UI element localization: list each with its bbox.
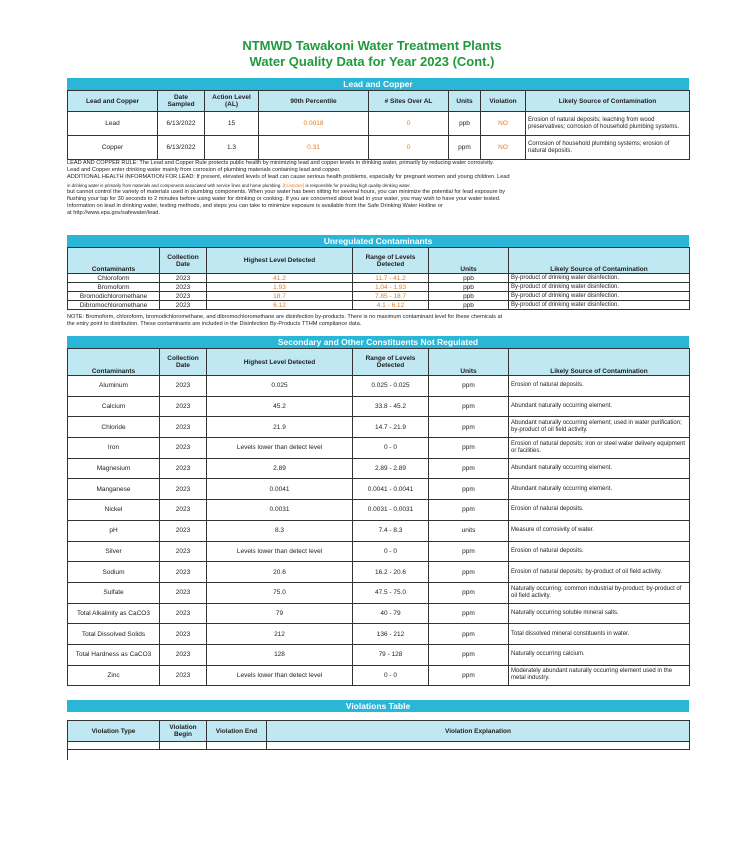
col-date-sampled: Date Sampled — [158, 91, 205, 112]
cell: 1.3 — [205, 136, 259, 160]
secondary-banner: Secondary and Other Constituents Not Regulated — [67, 336, 689, 348]
cell: 0.0031 - 0.0031 — [353, 500, 429, 521]
cell: units — [429, 520, 509, 541]
cell: ppb — [429, 274, 509, 283]
col-source: Likely Source of Contamination — [526, 91, 690, 112]
note-line: Lead and Copper enter drinking water mainly from corrosion of plumbing materials containing lead and copper. — [67, 167, 341, 174]
page-title — [0, 38, 744, 70]
cell: 2023 — [160, 417, 207, 438]
col-violation: Violation — [481, 91, 526, 112]
cell: 2023 — [160, 301, 207, 310]
cell: Bromodichloromethane — [68, 292, 160, 301]
cell: 2023 — [160, 292, 207, 301]
cell: NO — [481, 136, 526, 160]
cell: Nickel — [68, 500, 160, 521]
table-row — [68, 136, 690, 160]
col-contaminants: Contaminants — [68, 349, 160, 376]
cell: 128 — [207, 644, 353, 665]
cell: Measure of corrosivity of water. — [509, 520, 690, 541]
cell: Naturally occurring calcium. — [509, 644, 690, 665]
col-action-level: Action Level (AL) — [205, 91, 259, 112]
cell: Abundant naturally occurring element. — [509, 479, 690, 500]
cell: Total Dissolved Solids — [68, 624, 160, 645]
table-row — [68, 644, 690, 665]
cell: Erosion of natural deposits. — [509, 376, 690, 397]
cell: 2023 — [160, 541, 207, 562]
cell: 45.2 — [207, 396, 353, 417]
col-violation-begin: Violation Begin — [160, 721, 207, 742]
cell: Silver — [68, 541, 160, 562]
cell: ppm — [429, 396, 509, 417]
cell: 2023 — [160, 458, 207, 479]
cell: ppm — [429, 582, 509, 603]
col-collection-date: Collection Date — [160, 248, 207, 274]
cell: 6.12 — [207, 301, 353, 310]
cell: 20.6 — [207, 562, 353, 583]
table-row — [68, 520, 690, 541]
cell: 18.7 — [207, 292, 353, 301]
cell: 0.025 — [207, 376, 353, 397]
lead-copper-note — [67, 160, 689, 218]
table-row — [68, 603, 690, 624]
cell: ppb — [429, 301, 509, 310]
table-row — [68, 624, 690, 645]
note-line: the entry point to distribution. These contaminants are included in the Disinfection By-Products TTHM compliance data. — [67, 321, 362, 328]
cell: 0 — [369, 112, 449, 136]
cell: 0 - 0 — [353, 438, 429, 459]
cell: Abundant naturally occurring element. — [509, 396, 690, 417]
cell: 47.5 - 75.0 — [353, 582, 429, 603]
violations-header-row — [68, 721, 690, 742]
cell — [68, 742, 160, 750]
violations-banner: Violations Table — [67, 700, 689, 712]
note-line: ADDITIONAL HEALTH INFORMATION FOR LEAD: If present, elevated levels of lead can cause serious health problems, especially for pregnant women and young children. Lead — [67, 174, 510, 181]
col-highest-level: Highest Level Detected — [207, 349, 353, 376]
cell: 40 - 79 — [353, 603, 429, 624]
cell: Erosion of natural deposits; leaching from wood preservatives; corrosion of household plumbing systems. — [526, 112, 690, 136]
cell: Erosion of natural deposits; iron or steel water delivery equipment or facilities. — [509, 438, 690, 459]
cell — [160, 742, 207, 750]
cell: 79 — [207, 603, 353, 624]
col-highest-level: Highest Level Detected — [207, 248, 353, 274]
table-row — [68, 438, 690, 459]
col-violation-end: Violation End — [207, 721, 267, 742]
cell: Lead — [68, 112, 158, 136]
table-row — [68, 665, 690, 686]
table-row — [68, 479, 690, 500]
col-units: Units — [429, 349, 509, 376]
cell: 21.9 — [207, 417, 353, 438]
cell: By-product of drinking water disinfection. — [509, 292, 690, 301]
cell: ppm — [429, 438, 509, 459]
col-range: Range of Levels Detected — [353, 248, 429, 274]
cell: 11.7 - 41.2 — [353, 274, 429, 283]
cell: 7.4 - 8.3 — [353, 520, 429, 541]
cell: 0.0041 — [207, 479, 353, 500]
cell: 0.0031 — [207, 500, 353, 521]
cell: 2023 — [160, 479, 207, 500]
cell: Dibromochloromethane — [68, 301, 160, 310]
cell: 2023 — [160, 376, 207, 397]
cell: 0.025 - 0.025 — [353, 376, 429, 397]
cell: Abundant naturally occurring element; used in water purification; by-product of oil field activity. — [509, 417, 690, 438]
cell: Erosion of natural deposits; by-product of oil field activity. — [509, 562, 690, 583]
cell: 212 — [207, 624, 353, 645]
cell: 4.1 - 6.12 — [353, 301, 429, 310]
cell: ppm — [429, 376, 509, 397]
cell: By-product of drinking water disinfection. — [509, 283, 690, 292]
lead-copper-banner: Lead and Copper — [67, 78, 689, 90]
cell: Levels lower than detect level — [207, 438, 353, 459]
cell: Copper — [68, 136, 158, 160]
cell: ppb — [449, 112, 481, 136]
cell: Iron — [68, 438, 160, 459]
cell: 0 - 0 — [353, 665, 429, 686]
table-row — [68, 742, 690, 750]
cell: 1.04 - 1.93 — [353, 283, 429, 292]
cell: 2.89 - 2.89 — [353, 458, 429, 479]
table-row — [68, 562, 690, 583]
table-row — [68, 376, 690, 397]
col-lead-copper: Lead and Copper — [68, 91, 158, 112]
cell: 33.8 - 45.2 — [353, 396, 429, 417]
title-line-2: Water Quality Data for Year 2023 (Cont.) — [249, 54, 495, 69]
col-units: Units — [449, 91, 481, 112]
cell: 2023 — [160, 520, 207, 541]
cell: Magnesium — [68, 458, 160, 479]
cell: 2023 — [160, 644, 207, 665]
note-line: but cannot control the variety of materials used in plumbing components. When your water has been sitting for several hours, you can minimize the potential for lead exposure by — [67, 188, 506, 195]
cell: Levels lower than detect level — [207, 665, 353, 686]
table-row — [68, 417, 690, 438]
cell: Manganese — [68, 479, 160, 500]
cell: 2023 — [160, 500, 207, 521]
cell: pH — [68, 520, 160, 541]
cell: ppb — [429, 283, 509, 292]
cell: ppm — [429, 417, 509, 438]
table-row — [68, 396, 690, 417]
note-line: flushing your tap for 30 seconds to 2 minutes before using water for drinking or cooking. If you are concerned about lead in your water, you may wish to have your water tested. — [67, 196, 501, 203]
cell: 41.2 — [207, 274, 353, 283]
unregulated-table — [67, 247, 690, 310]
col-violation-type: Violation Type — [68, 721, 160, 742]
cell: 2023 — [160, 562, 207, 583]
note-small-text-a: in drinking water is primarily from materials and components associated with service lines and home plumbing. — [67, 182, 282, 188]
cell: Corrosion of household plumbing systems; erosion of natural deposits. — [526, 136, 690, 160]
note-small-text-c: is responsible for providing high quality drinking water, — [305, 182, 411, 188]
cell: 16.2 - 20.6 — [353, 562, 429, 583]
unregulated-note — [67, 314, 689, 328]
cell: ppm — [429, 644, 509, 665]
cell: Total Hardness as CaCO3 — [68, 644, 160, 665]
cell — [207, 742, 267, 750]
cell: 0 - 0 — [353, 541, 429, 562]
col-90th-percentile: 90th Percentile — [259, 91, 369, 112]
note-small-line — [67, 182, 689, 189]
cell: 2023 — [160, 438, 207, 459]
unregulated-banner: Unregulated Contaminants — [67, 235, 689, 247]
cell: 75.0 — [207, 582, 353, 603]
cell: 14.7 - 21.9 — [353, 417, 429, 438]
cell: ppm — [429, 500, 509, 521]
cell: ppm — [429, 541, 509, 562]
cell: Naturally occurring soluble mineral salts. — [509, 603, 690, 624]
cell: 0.0018 — [259, 112, 369, 136]
cell: 2023 — [160, 603, 207, 624]
cell: 136 - 212 — [353, 624, 429, 645]
cell: ppm — [449, 136, 481, 160]
cell: Sodium — [68, 562, 160, 583]
cell: Zinc — [68, 665, 160, 686]
cell: 7.85 - 18.7 — [353, 292, 429, 301]
col-units: Units — [429, 248, 509, 274]
cell: By-product of drinking water disinfection. — [509, 301, 690, 310]
violations-table — [67, 720, 690, 750]
note-line: NOTE: Bromoform, chloroform, bromodichloromethane, and dibromochloromethane are disinfection by-products. There is no maximum contaminant level for these chemicals at — [67, 314, 503, 320]
cell: Total Alkalinity as CaCO3 — [68, 603, 160, 624]
table-row — [68, 582, 690, 603]
note-line: at http://www.epa.gov/safewater/lead. — [67, 210, 160, 217]
cell: 0.31 — [259, 136, 369, 160]
cell: ppm — [429, 624, 509, 645]
cell: 79 - 128 — [353, 644, 429, 665]
cell: 2023 — [160, 274, 207, 283]
col-source: Likely Source of Contamination — [509, 349, 690, 376]
col-source: Likely Source of Contamination — [509, 248, 690, 274]
cell: ppm — [429, 562, 509, 583]
cell: 2.89 — [207, 458, 353, 479]
cell: 2023 — [160, 665, 207, 686]
cell: 0 — [369, 136, 449, 160]
cell: 6/13/2022 — [158, 112, 205, 136]
col-violation-explanation: Violation Explanation — [267, 721, 690, 742]
cell: Aluminum — [68, 376, 160, 397]
cell: ppm — [429, 665, 509, 686]
cell: Chloride — [68, 417, 160, 438]
cell: Erosion of natural deposits. — [509, 541, 690, 562]
table-row — [68, 112, 690, 136]
table-row — [68, 274, 690, 283]
col-contaminants: Contaminants — [68, 248, 160, 274]
cell: Total dissolved mineral constituents in water. — [509, 624, 690, 645]
cell: 2023 — [160, 396, 207, 417]
table-row — [68, 458, 690, 479]
cell: ppm — [429, 479, 509, 500]
cell: ppm — [429, 458, 509, 479]
secondary-body — [68, 376, 690, 686]
table-row — [68, 541, 690, 562]
note-line: Information on lead in drinking water, testing methods, and steps you can take to minimize exposure is available from the Safe Drinking Water Hotline or — [67, 203, 443, 210]
cell: 2023 — [160, 582, 207, 603]
table-row — [68, 292, 690, 301]
cell: Levels lower than detect level — [207, 541, 353, 562]
cell: 6/13/2022 — [158, 136, 205, 160]
cell: Calcium — [68, 396, 160, 417]
cell: Naturally occurring; common industrial by-product; by-product of oil field activity. — [509, 582, 690, 603]
col-range: Range of Levels Detected — [353, 349, 429, 376]
cell: Abundant naturally occurring element. — [509, 458, 690, 479]
cell: 1.93 — [207, 283, 353, 292]
unregulated-header-row — [68, 248, 690, 274]
cell: Sulfate — [68, 582, 160, 603]
cell: Moderately abundant naturally occurring element used in the metal industry. — [509, 665, 690, 686]
cell — [267, 742, 690, 750]
secondary-header-row — [68, 349, 690, 376]
cell: ppb — [429, 292, 509, 301]
cell: 8.3 — [207, 520, 353, 541]
table-row — [68, 301, 690, 310]
violations-left-rule — [67, 749, 68, 760]
table-row — [68, 283, 690, 292]
lead-copper-table — [67, 90, 690, 160]
cell: 2023 — [160, 283, 207, 292]
cell: Chloroform — [68, 274, 160, 283]
note-customer-placeholder: [Customer] — [282, 182, 305, 188]
title-line-1: NTMWD Tawakoni Water Treatment Plants — [242, 38, 502, 53]
secondary-table — [67, 348, 690, 686]
cell: By-product of drinking water disinfection. — [509, 274, 690, 283]
cell: ppm — [429, 603, 509, 624]
col-collection-date: Collection Date — [160, 349, 207, 376]
table-row — [68, 500, 690, 521]
lead-copper-header-row — [68, 91, 690, 112]
cell: 2023 — [160, 624, 207, 645]
cell: Erosion of natural deposits. — [509, 500, 690, 521]
note-line: LEAD AND COPPER RULE: The Lead and Copper Rule protects public health by minimizing lead and copper levels in drinking water, primarily by reducing water corrosivity. — [67, 160, 494, 166]
cell: 0.0041 - 0.0041 — [353, 479, 429, 500]
col-sites-over-al: # Sites Over AL — [369, 91, 449, 112]
cell: Bromoform — [68, 283, 160, 292]
cell: NO — [481, 112, 526, 136]
cell: 15 — [205, 112, 259, 136]
